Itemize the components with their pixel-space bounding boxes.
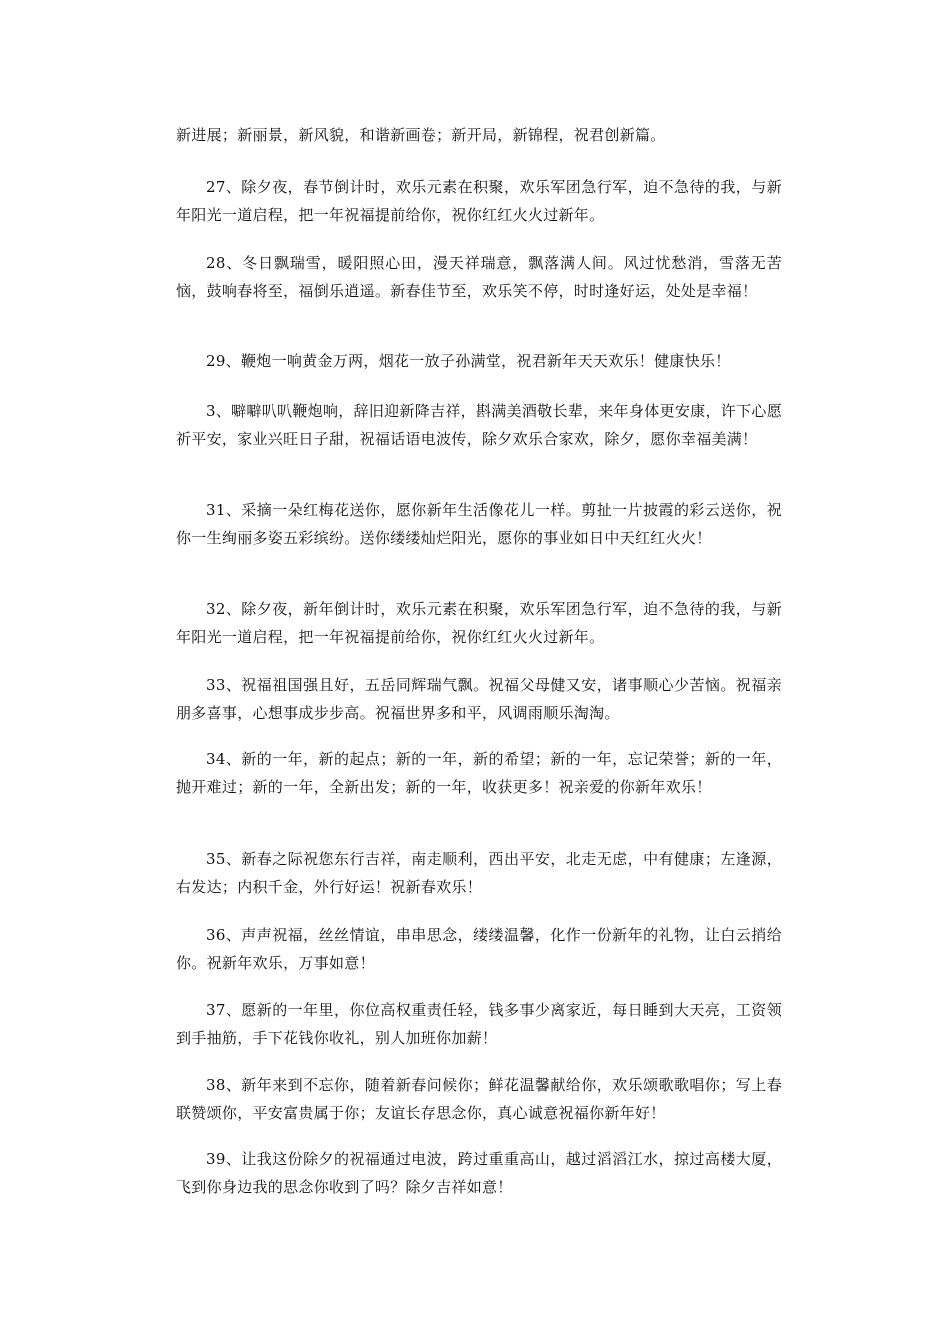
paragraph-27 (176, 173, 782, 229)
paragraph: 35、新春之际祝您东行吉祥，南走顺利，西出平安，北走无虑，中有健康；左逢源，右发达；内积千金，外行好运！祝新春欢乐！ (176, 850, 782, 896)
paragraph: 38、新年来到不忘你，随着新春问候你；鲜花温馨献给你，欢乐颂歌歌唱你；写上春联赞颂你，平安富贵属于你；友谊长存思念你，真心诚意祝福你新年好！ (176, 1076, 782, 1122)
paragraph: 36、声声祝福，丝丝情谊，串串思念，缕缕温馨，化作一份新年的礼物，让白云捎给你。祝新年欢乐，万事如意！ (176, 926, 782, 972)
paragraph-36 (176, 921, 782, 977)
paragraph: 34、新的一年，新的起点；新的一年，新的希望；新的一年，忘记荣誉；新的一年，抛开难过；新的一年，全新出发；新的一年，收获更多！祝亲爱的你新年欢乐！ (176, 750, 782, 796)
paragraph-28 (176, 249, 782, 305)
paragraph: 31、采摘一朵红梅花送你，愿你新年生活像花儿一样。剪扯一片披霞的彩云送你，祝你一生绚丽多姿五彩缤纷。送你缕缕灿烂阳光，愿你的事业如日中天红红火火！ (176, 501, 782, 547)
paragraph-29 (176, 347, 782, 375)
paragraph: 29、鞭炮一响黄金万两，烟花一放子孙满堂，祝君新年天天欢乐！健康快乐！ (206, 352, 731, 370)
paragraph: 37、愿新的一年里，你位高权重责任轻，钱多事少离家近，每日睡到大天亮，工资领到手抽筋，手下花钱你收礼，别人加班你加薪！ (176, 1001, 782, 1047)
paragraph-31 (176, 496, 782, 552)
paragraph-32 (176, 595, 782, 651)
paragraph: 28、冬日飘瑞雪，暖阳照心田，漫天祥瑞意，飘落满人间。风过忧愁消，雪落无苦恼，鼓响春将至，福倒乐逍遥。新春佳节至，欢乐笑不停，时时逢好运，处处是幸福！ (176, 254, 782, 300)
paragraph: 39、让我这份除夕的祝福通过电波，跨过重重高山，越过滔滔江水，掠过高楼大厦，飞到你身边我的思念你收到了吗？除夕吉祥如意！ (176, 1150, 782, 1196)
paragraph-33 (176, 671, 782, 727)
paragraph: 32、除夕夜，新年倒计时，欢乐元素在积聚，欢乐军团急行军，迫不急待的我，与新年阳光一道启程，把一年祝福提前给你，祝你红红火火过新年。 (176, 600, 782, 646)
paragraph-37 (176, 996, 782, 1052)
paragraph: 3、噼噼叭叭鞭炮响，辞旧迎新降吉祥，斟满美酒敬长辈，来年身体更安康，许下心愿祈平安，家业兴旺日子甜，祝福话语电波传，除夕欢乐合家欢，除夕，愿你幸福美满！ (176, 402, 782, 448)
paragraph-34 (176, 745, 782, 801)
paragraph: 27、除夕夜，春节倒计时，欢乐元素在积聚，欢乐军团急行军，迫不急待的我，与新年阳光一道启程，把一年祝福提前给你，祝你红红火火过新年。 (176, 178, 782, 224)
paragraph-3 (176, 397, 782, 453)
paragraph-continuation (176, 121, 782, 149)
paragraph-39 (176, 1145, 782, 1201)
paragraph: 新进展；新丽景，新风貌，和谐新画卷；新开局，新锦程，祝君创新篇。 (176, 126, 666, 144)
paragraph-38 (176, 1071, 782, 1127)
paragraph: 33、祝福祖国强且好，五岳同辉瑞气飘。祝福父母健又安，诸事顺心少苦恼。祝福亲朋多喜事，心想事成步步高。祝福世界多和平，风调雨顺乐淘淘。 (176, 676, 782, 722)
paragraph-35 (176, 845, 782, 901)
